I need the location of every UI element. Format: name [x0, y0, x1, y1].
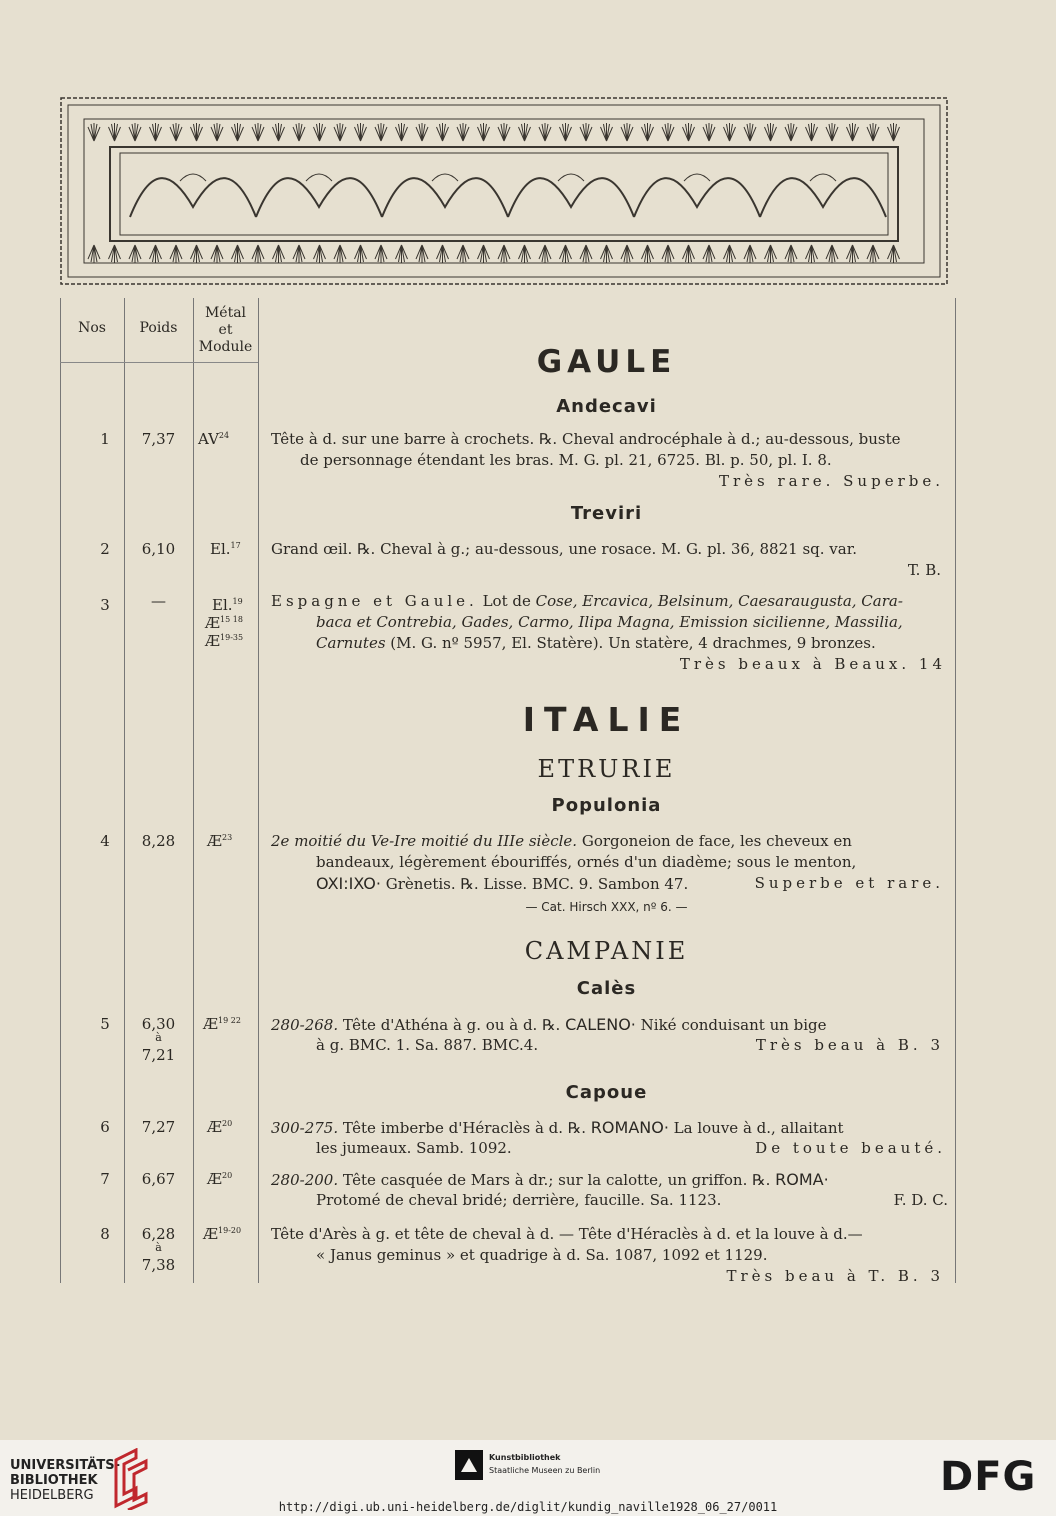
col-header-nos: Nos	[78, 320, 106, 336]
palmette-ornament	[396, 245, 408, 263]
entry-description: les jumeaux. Samb. 1092.	[316, 1139, 512, 1157]
palmette-ornament	[765, 123, 777, 141]
entry-description: Carnutes (M. G. nº 5957, El. Statère). Un statère, 4 drachmes, 9 bronzes.	[316, 634, 876, 652]
wave-ornament	[256, 178, 382, 217]
section-title-gaule: GAULE	[536, 344, 677, 380]
entry-weight: 7,21	[141, 1046, 176, 1064]
palmette-ornament	[478, 123, 490, 141]
palmette-ornament	[662, 123, 674, 141]
palmette-ornament	[334, 245, 346, 263]
col-header-poids: Poids	[139, 320, 178, 336]
entry-description: 2e moitié du Ve-Ire moitié du IIIe siècle. Gorgoneion de face, les cheveux en	[271, 832, 852, 850]
entry-metal: $Æ^{20}$	[207, 1170, 233, 1188]
city-capoue: Capoue	[565, 1082, 648, 1103]
entry-weight: —	[151, 592, 166, 610]
wave-ornament	[760, 178, 886, 217]
palmette-ornament	[806, 123, 818, 141]
palmette-ornament	[109, 245, 121, 263]
palmette-ornament	[457, 123, 469, 141]
palmette-ornament	[785, 123, 797, 141]
entry-description: OXI:IXO· Grènetis. ℞. Lisse. BMC. 9. Sambon 47.	[316, 874, 689, 893]
palmette-ornament	[416, 245, 428, 263]
wave-ornament	[558, 174, 584, 181]
palmette-ornament	[232, 245, 244, 263]
wave-ornament	[684, 174, 710, 181]
kunstbibliothek-name	[489, 1451, 600, 1477]
entry-weight: 6,67	[141, 1170, 176, 1188]
palmette-ornament	[642, 245, 654, 263]
palmette-ornament	[560, 123, 572, 141]
palmette-ornament	[150, 123, 162, 141]
column-rule	[193, 298, 194, 1283]
entry-weight: 6,28	[141, 1225, 176, 1243]
entry-description: à g. BMC. 1. Sa. 887. BMC.4.	[316, 1036, 539, 1054]
digitization-footer	[0, 1440, 1056, 1516]
source-url[interactable]: http://digi.ub.uni-heidelberg.de/diglit/kundig_naville1928_06_27/0011	[278, 1500, 778, 1514]
palmette-ornament	[867, 123, 879, 141]
region-etrurie: ETRURIE	[537, 755, 676, 783]
library-name-line2: BIBLIOTHEK	[10, 1473, 98, 1488]
entry-description: Grand œil. ℞. Cheval à g.; au-dessous, une rosace. M. G. pl. 36, 8821 sq. var.	[271, 540, 857, 558]
entry-weight: 6,10	[141, 540, 176, 558]
entry-metal: $Æ^{19-35}$	[205, 632, 244, 650]
entry-grade: De toute beauté.	[755, 1139, 946, 1157]
library-name	[10, 1458, 120, 1503]
entry-metal: $Æ^{15 18}$	[205, 614, 243, 632]
entry-number: 5	[100, 1015, 110, 1033]
palmette-ornament	[375, 123, 387, 141]
entry-description: Tête à d. sur une barre à crochets. ℞. Cheval androcéphale à d.; au-dessous, buste	[271, 430, 901, 448]
palmette-ornament	[539, 123, 551, 141]
palmette-ornament	[150, 245, 162, 263]
wave-ornament	[508, 178, 634, 217]
entry-description: de personnage étendant les bras. M. G. pl. 21, 6725. Bl. p. 50, pl. I. 8.	[300, 451, 832, 469]
palmette-ornament	[826, 245, 838, 263]
column-rule	[955, 298, 956, 1283]
entry-grade: Très beau à T. B. 3	[726, 1267, 944, 1285]
column-rule	[258, 298, 259, 1283]
entry-metal: El.$^{17}$	[210, 540, 241, 558]
entry-grade: Très beaux à Beaux. 14	[679, 655, 946, 673]
region-andecavi: Andecavi	[556, 396, 657, 417]
entry-weight: 7,38	[141, 1256, 176, 1274]
palmette-ornament	[416, 123, 428, 141]
palmette-ornament	[498, 245, 510, 263]
palmette-ornament	[293, 123, 305, 141]
region-campanie: CAMPANIE	[524, 937, 689, 965]
entry-weight: 7,37	[141, 430, 176, 448]
palmette-ornament	[88, 245, 100, 263]
palmette-ornament	[109, 123, 121, 141]
palmette-ornament	[601, 245, 613, 263]
entry-number: 6	[100, 1118, 110, 1136]
entry-weight-range: à	[155, 1031, 162, 1044]
palmette-ornament	[785, 245, 797, 263]
entry-description: bandeaux, légèrement ébouriffés, ornés d'un diadème; sous le menton,	[316, 853, 857, 871]
entry-metal: $Æ^{23}$	[207, 832, 233, 850]
palmette-ornament	[273, 123, 285, 141]
entry-description: baca et Contrebia, Gades, Carmo, Ilipa Magna, Emission sicilienne, Massilia,	[316, 613, 903, 631]
entry-number: 8	[100, 1225, 110, 1243]
entry-grade: Très rare. Superbe.	[718, 472, 944, 490]
kunstbibliothek-name-line2: Staatliche Museen zu Berlin	[489, 1466, 601, 1475]
entry-number: 2	[100, 540, 110, 558]
palmette-ornament	[191, 245, 203, 263]
city-populonia: Populonia	[551, 795, 662, 816]
palmette-ornament	[129, 245, 141, 263]
entry-metal: $Æ^{20}$	[207, 1118, 233, 1136]
entry-description: Espagne et Gaule. Lot de Cose, Ercavica, Belsinum, Caesaraugusta, Cara-	[271, 592, 903, 610]
kunstbibliothek-logo-icon	[455, 1450, 483, 1480]
entry-description: 280-200. Tête casquée de Mars à dr.; sur la calotte, un griffon. ℞. ROMA·	[271, 1170, 829, 1189]
entry-grade: T. B.	[907, 561, 941, 579]
wave-ornament	[306, 174, 332, 181]
palmette-ornament	[191, 123, 203, 141]
palmette-ornament	[334, 123, 346, 141]
palmette-ornament	[355, 245, 367, 263]
palmette-ornament	[642, 123, 654, 141]
entry-description: Tête d'Arès à g. et tête de cheval à d. — Tête d'Héraclès à d. et la louve à d.—	[271, 1225, 863, 1243]
palmette-ornament	[478, 245, 490, 263]
palmette-ornament	[744, 123, 756, 141]
wave-ornament	[810, 174, 836, 181]
entry-description: 300-275. Tête imberbe d'Héraclès à d. ℞. ROMANO· La louve à d., allaitant	[271, 1118, 844, 1137]
palmette-ornament	[888, 245, 900, 263]
ornamental-header-banner	[60, 97, 948, 285]
entry-description: Protomé de cheval bridé; derrière, faucille. Sa. 1123.	[316, 1191, 722, 1209]
col-header-metal-line1: Métal	[204, 305, 247, 321]
dfg-logo: DFG	[940, 1454, 1037, 1500]
palmette-ornament	[847, 123, 859, 141]
entry-grade: F. D. C.	[893, 1191, 948, 1209]
palmette-ornament	[314, 245, 326, 263]
entry-description: « Janus geminus » et quadrige à d. Sa. 1087, 1092 et 1129.	[316, 1246, 768, 1264]
palmette-ornament	[519, 123, 531, 141]
palmette-ornament	[601, 123, 613, 141]
palmette-ornament	[437, 123, 449, 141]
library-name-line3: HEIDELBERG	[10, 1488, 94, 1503]
col-header-metal-line2: et	[218, 322, 233, 338]
palmette-ornament	[314, 123, 326, 141]
entry-metal: $Æ^{19-20}$	[203, 1225, 242, 1243]
palmette-ornament	[826, 123, 838, 141]
palmette-ornament	[437, 245, 449, 263]
palmette-ornament	[744, 245, 756, 263]
palmette-ornament	[560, 245, 572, 263]
entry-weight: 6,30	[141, 1015, 176, 1033]
wave-ornament	[432, 174, 458, 181]
entry-metal: El.$^{19}$	[212, 596, 243, 614]
palmette-ornament	[580, 245, 592, 263]
entry-number: 1	[100, 430, 110, 448]
palmette-ornament	[519, 245, 531, 263]
palmette-ornament	[621, 245, 633, 263]
palmette-ornament	[806, 245, 818, 263]
palmette-ornament	[129, 123, 141, 141]
entry-number: 7	[100, 1170, 110, 1188]
palmette-ornament	[457, 245, 469, 263]
region-treviri: Treviri	[570, 503, 643, 524]
palmette-ornament	[580, 123, 592, 141]
palmette-ornament	[683, 123, 695, 141]
entry-provenance: — Cat. Hirsch XXX, nº 6. —	[525, 900, 688, 914]
palmette-ornament	[170, 245, 182, 263]
entry-description: 280-268. Tête d'Athéna à g. ou à d. ℞. CALENO· Niké conduisant un bige	[271, 1015, 827, 1034]
col-header-metal-line3: Module	[198, 339, 253, 355]
palmette-ornament	[252, 123, 264, 141]
palmette-ornament	[765, 245, 777, 263]
library-name-line1: UNIVERSITÄTS-	[10, 1458, 120, 1473]
palmette-ornament	[724, 245, 736, 263]
entry-weight-range: à	[155, 1241, 162, 1254]
palmette-ornament	[539, 245, 551, 263]
palmette-ornament	[703, 123, 715, 141]
header-rule	[60, 362, 258, 363]
wave-ornament	[130, 178, 256, 217]
entry-number: 3	[100, 596, 110, 614]
palmette-ornament	[211, 123, 223, 141]
palmette-ornament	[662, 245, 674, 263]
wave-ornament	[634, 178, 760, 217]
palmette-ornament	[847, 245, 859, 263]
palmette-ornament	[867, 245, 879, 263]
kunstbibliothek-name-line1: Kunstbibliothek	[489, 1453, 561, 1462]
entry-weight: 7,27	[141, 1118, 176, 1136]
entry-metal: AV$^{24}$	[198, 430, 230, 448]
col-header-metal	[193, 305, 258, 356]
palmette-ornament	[293, 245, 305, 263]
section-title-italie: ITALIE	[522, 700, 691, 739]
palmette-ornament	[88, 123, 100, 141]
palmette-ornament	[888, 123, 900, 141]
entry-weight: 8,28	[141, 832, 176, 850]
palmette-ornament	[170, 123, 182, 141]
entry-metal: $Æ^{19 22}$	[203, 1015, 241, 1033]
palmette-ornament	[273, 245, 285, 263]
palmette-ornament	[703, 245, 715, 263]
palmette-ornament	[252, 245, 264, 263]
palmette-ornament	[232, 123, 244, 141]
palmette-ornament	[211, 245, 223, 263]
palmette-ornament	[355, 123, 367, 141]
palmette-ornament	[396, 123, 408, 141]
wave-ornament	[382, 178, 508, 217]
wave-ornament	[180, 174, 206, 181]
entry-number: 4	[100, 832, 110, 850]
palmette-ornament	[621, 123, 633, 141]
palmette-ornament	[724, 123, 736, 141]
palmette-ornament	[683, 245, 695, 263]
entry-grade: Superbe et rare.	[754, 874, 944, 892]
palmette-ornament	[498, 123, 510, 141]
palmette-ornament	[375, 245, 387, 263]
city-cales: Calès	[576, 978, 637, 999]
entry-grade: Très beau à B. 3	[755, 1036, 944, 1054]
